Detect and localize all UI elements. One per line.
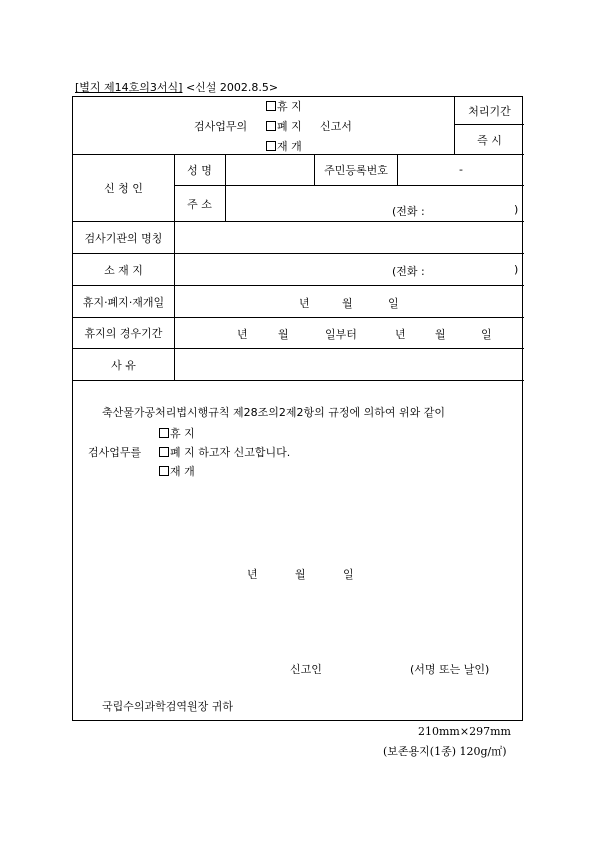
date-field[interactable]: [175, 286, 524, 317]
period-start-year: 년: [237, 328, 248, 341]
body-option-abolish[interactable]: 폐 지 하고자 신고합니다.: [159, 444, 290, 460]
declaration-day: 일: [343, 568, 354, 581]
date-day: 일: [388, 297, 399, 310]
form-number: [별지 제14호의3서식]: [75, 81, 183, 94]
date-month: 월: [342, 297, 353, 310]
period-end-day: 일: [481, 328, 492, 341]
paper-spec: (보존용지(1종) 120g/㎡): [383, 745, 507, 758]
form-title-prefix: 검사업무의: [194, 120, 248, 133]
title-option-suspend[interactable]: 휴 지: [266, 98, 302, 114]
period-start-month: 월: [278, 328, 289, 341]
title-option-resume[interactable]: 재 개: [266, 138, 302, 154]
declaration-prefix: 검사업무를: [88, 446, 142, 459]
form-revision-note: <신설 2002.8.5>: [185, 81, 279, 94]
form-frame: [72, 96, 523, 721]
checkbox-icon[interactable]: [266, 121, 276, 131]
form-header: [75, 79, 278, 95]
date-year: 년: [299, 297, 310, 310]
declaration-month: 월: [295, 568, 306, 581]
location-phone-label: (전화 :: [392, 265, 425, 278]
period-end-year: 년: [395, 328, 406, 341]
paper-size: 210mm×297mm: [418, 725, 511, 738]
address-field[interactable]: [226, 186, 524, 221]
period-start-day: 일부터: [325, 328, 357, 341]
agency-name-field[interactable]: [175, 222, 524, 253]
reason-field[interactable]: [175, 349, 524, 380]
checkbox-icon[interactable]: [159, 466, 169, 476]
applicant-section-label: 신 청 인: [104, 181, 143, 195]
location-phone-close: ): [514, 263, 519, 276]
declaration-statement: 축산물가공처리법시행규칙 제28조의2제2항의 규정에 의하여 위와 같이: [102, 406, 446, 419]
suspension-period-label: 휴지의 경우기간: [84, 327, 163, 340]
processing-period-value: 즉 시: [477, 133, 502, 147]
period-end-month: 월: [435, 328, 446, 341]
addressee: 국립수의과학검역원장 귀하: [102, 700, 234, 713]
resident-number-field[interactable]: -: [459, 163, 463, 176]
signer-label: 신고인: [290, 663, 322, 676]
checkbox-icon[interactable]: [266, 141, 276, 151]
phone-label: (전화 :: [392, 205, 425, 218]
location-label: 소 재 지: [104, 263, 143, 277]
reason-label: 사 유: [111, 358, 136, 372]
body-option-suspend[interactable]: 휴 지: [159, 425, 195, 441]
signature-note: (서명 또는 날인): [410, 663, 490, 676]
location-field[interactable]: [175, 254, 524, 285]
address-label: 주 소: [187, 197, 212, 211]
suspension-period-field[interactable]: [175, 318, 524, 348]
checkbox-icon[interactable]: [159, 428, 169, 438]
declaration-year: 년: [247, 568, 258, 581]
name-field[interactable]: [226, 154, 314, 185]
agency-name-label: 검사기관의 명칭: [84, 231, 163, 245]
checkbox-icon[interactable]: [159, 447, 169, 457]
resident-number-label: 주민등록번호: [324, 163, 388, 177]
title-option-abolish[interactable]: 폐 지: [266, 118, 302, 134]
form-title-suffix: 신고서: [320, 120, 352, 133]
body-option-resume[interactable]: 재 개: [159, 463, 195, 479]
name-label: 성 명: [187, 163, 212, 177]
divider: [73, 380, 524, 381]
checkbox-icon[interactable]: [266, 101, 276, 111]
phone-close: ): [514, 203, 519, 216]
processing-period-label: 처리기간: [468, 104, 511, 118]
date-label: 휴지·폐지·재개일: [82, 295, 165, 309]
